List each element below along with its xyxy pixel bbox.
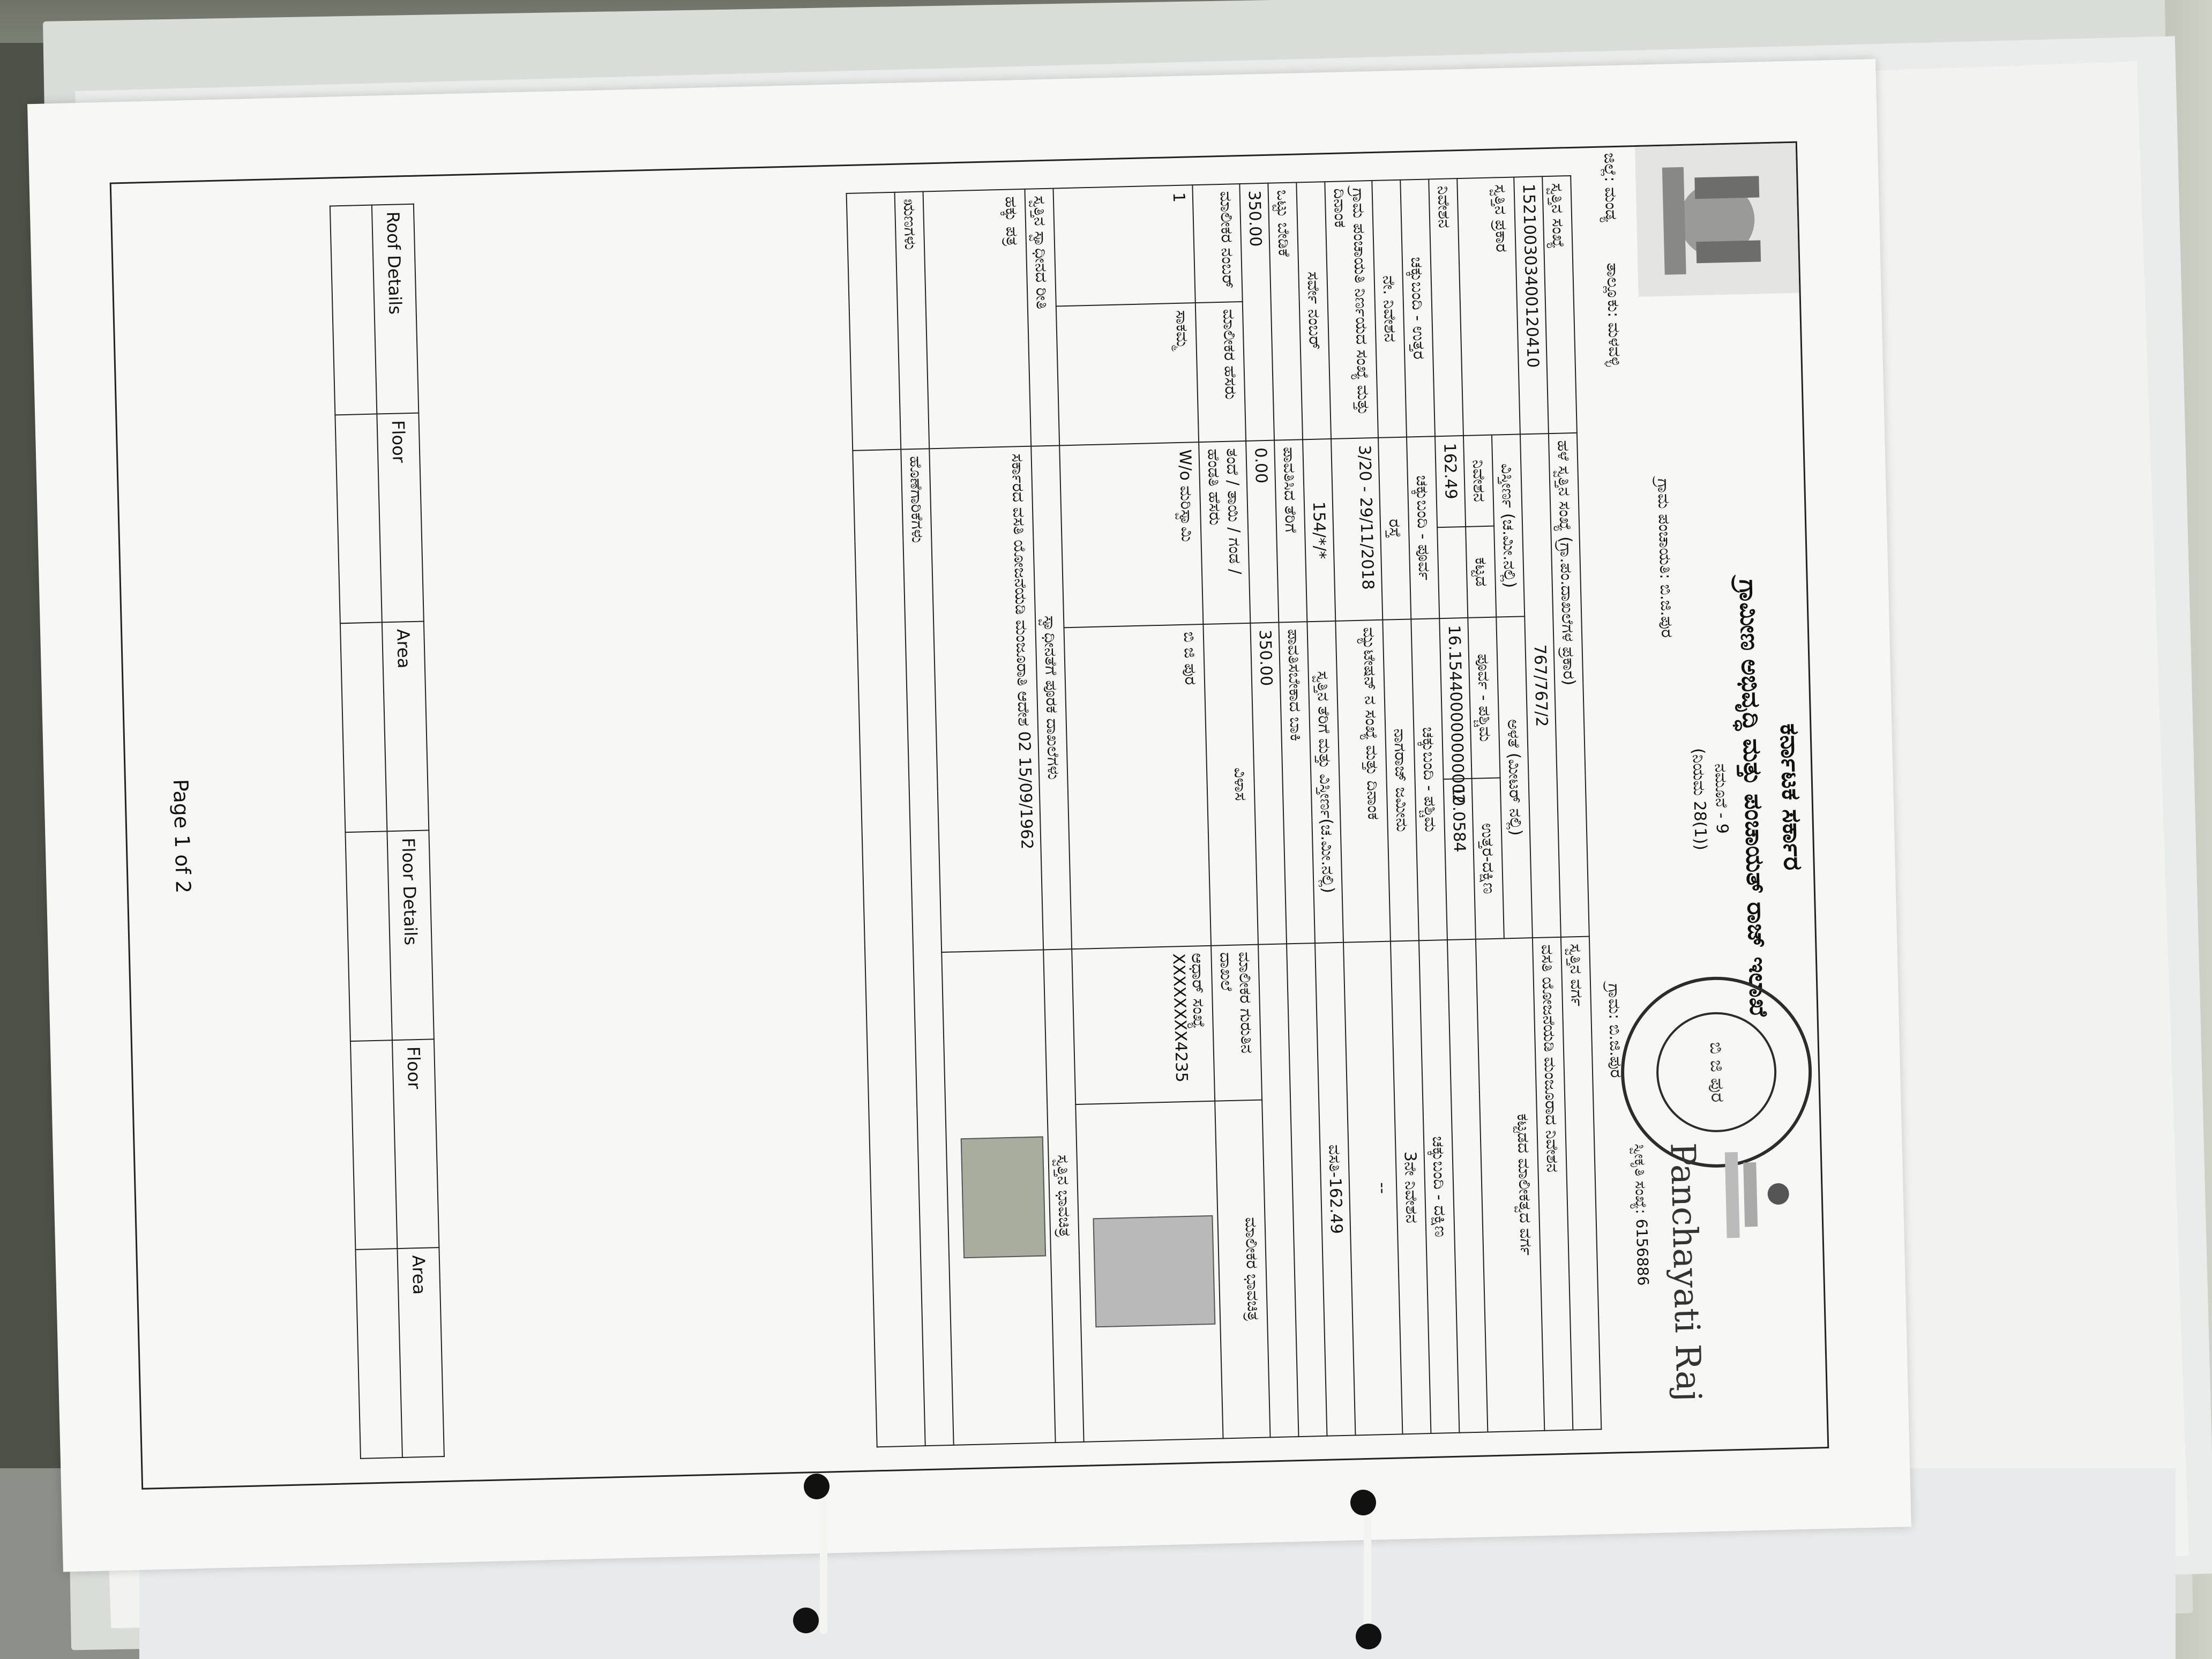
boundary-north-value: ನೇ. ನಿವೇಶನ [1372,180,1407,438]
property-no: 152100303400120410 [1514,176,1549,434]
property-category-label: ಸ್ವತ್ತಿನ ವರ್ಗ [1561,937,1601,1430]
owner-name: ಸಾಕಮ್ಮ [1056,303,1199,445]
address-label: ವಿಳಾಸ [1203,623,1258,946]
area-blank-2 [355,1249,402,1459]
binding-thread [820,1500,827,1634]
owner-address: ಬಿ ಜಿ ಪುರ [1064,624,1211,949]
area-header-2: Area [397,1247,444,1458]
acknowledgement-number: ಸ್ವೀಕೃತಿ ಸಂಖ್ಯೆ: 6156886 [1631,1143,1652,1286]
paid-tax-label: ಪಾವತಿಸಿದ ತೆರಿಗೆ [1274,439,1307,622]
gram-panchayat: ಗ್ರಾಮ ಪಂಚಾಯತಿ: ಬಿ.ಜಿ.ಪುರ [1654,478,1677,638]
right-deed-value: ಸರ್ಕಾರದ ವಸತಿ ಯೋಜನೆಯಡಿ ಮಂಜೂರಾತಿ ಆದೇಶ 02 15/09/1962 [929,446,1043,952]
owner-photo-cell [1075,1101,1223,1442]
due-label: ಪಾವತಿಸಬೇಕಾದ ಬಾಕಿ [1279,622,1315,944]
owner-photo-label: ಮಾಲೀಕರ ಭಾವಚಿತ್ರ [1215,1100,1270,1439]
rule-reference: (ನಿಯಮ 28(1)) [1688,748,1710,851]
property-no-label: ಸ್ವತ್ತಿನ ಸಂಖ್ಯೆ [1542,176,1577,434]
right-deed-label: ಹಕ್ಕು ಪತ್ರ [923,189,1032,449]
liabilities-label: ಋಣಗಳು [895,192,930,450]
east-west-label: ಪೂರ್ವ - ಪಶ್ಚಿಮ [1468,617,1500,779]
relation-name: W/o ಮರಿಸ್ವಾಮಿ [1059,442,1203,627]
punch-hole [793,1608,819,1633]
owner-photo [1093,1215,1215,1327]
floor-details-blank [345,831,392,1041]
floor-details-label: Floor Details [387,830,434,1040]
property-type-label: ಸ್ವತ್ತಿನ ಪ್ರಕಾರ [1457,177,1520,436]
boundary-east-label: ಚಕ್ಕುಬಂದಿ - ಪೂರ್ವ [1407,436,1439,619]
form-number: ನಮೂನೆ - 9 [1711,763,1732,834]
owner-name-label: ಮಾಲೀಕರ ಹೆಸರು [1195,302,1246,442]
property-photo [961,1137,1046,1259]
liabilities-value [847,192,901,451]
mutation-value: -- [1343,941,1402,1436]
total-demand: 350.00 [1239,183,1274,441]
survey-no-label: ಸರ್ವೇ ನಂಬರ್ [1296,182,1331,439]
gp-resolution: 3/20 - 29/11/2018 [1331,438,1382,621]
paid-tax: 0.00 [1246,440,1279,623]
boundary-west-value: ನಾಗರಾಜ್ ಜಮೀನು [1382,619,1419,941]
east-west-value: 16.154400000000002 [1439,618,1471,779]
village-name: ಗ್ರಾಮ: ಬಿ.ಜಿ.ಪುರ [1604,983,1626,1078]
north-south-value: 10.0584 [1444,779,1476,940]
area-label: ವಿಸ್ತೀರ್ಣ (ಚ.ಮೀ.ನಲ್ಲಿ) [1492,434,1525,617]
roof-details-label: Roof Details [372,204,419,414]
floor-header-2: Floor [392,1039,439,1249]
building-column-label: ಕಟ್ಟಡ [1466,526,1496,618]
header-right [1604,983,1817,1445]
acquisition-label: ಸ್ವತ್ತಿನ ಸ್ವಾಧೀನದ ರೀತಿ [1025,189,1059,446]
property-photo-cell [941,950,1055,1445]
id-document-label: ಮಾಲೀಕರ ಗುರುತಿನ ದಾಖಲೆ [1211,945,1262,1101]
floor-header: Floor [377,413,423,622]
punch-hole [1350,1490,1376,1515]
tax-area: ವಸತಿ-162.49 [1315,943,1355,1436]
dimension-label: ಅಳತೆ (ಮೀಟರ್ ನಲ್ಲಿ) [1496,616,1533,938]
boundary-south-value: 3ನೇ ನಿವೇಶನ [1391,940,1431,1434]
mutation-label: ಮ್ಯುಟೇಷನ್ ನ ಸಂಖ್ಯೆ ಮತ್ತು ದಿನಾಂಕ [1335,620,1391,943]
district-label: ಜಿಲ್ಲೆ: ಮಂಡ್ಯ [1600,152,1621,222]
document-frame [110,141,1829,1490]
tax-area-label: ಸ್ವತ್ತಿನ ತೆರಿಗೆ ಮತ್ತು ವಿಸ್ತೀರ್ಣ(ಚ.ಮೀ.ನಲ್ಲಿ) [1307,621,1343,943]
page-number: Page 1 of 2 [168,779,196,894]
boundary-east-value: ರಸ್ತೆ [1378,437,1411,620]
old-property-no-label: ಹಳೆ ಸ್ವತ್ತಿನ ಸಂಖ್ಯೆ (ಗ್ರಾ.ಪಂ.ದಾಖಲೆಗಳ ಪ್ರಕಾರ) [1549,433,1589,937]
property-details-table [846,175,1602,1447]
floor-blank [335,414,382,623]
due-amount: 350.00 [1250,623,1287,945]
roof-floor-table [330,204,445,1459]
encumbrances-label: ಹೊಣೆಗಾರಿಕೆಗಳು [901,449,953,1446]
department-title: ಗ್ರಾಮೀಣ ಅಭಿವೃದ್ಧಿ ಮತ್ತು ಪಂಚಾಯತ್ ರಾಜ್ ಇಲಾಖೆ [1733,579,1774,1017]
panchayati-raj-logo-icon [1713,1140,1812,1249]
roof-blank [330,205,377,415]
north-south-label: ಉತ್ತರ-ದಕ್ಷಿಣ [1472,778,1504,939]
punch-hole [1356,1624,1381,1649]
area-blank [340,623,387,832]
district-taluk [1600,153,1629,561]
property-photo-label: ಸ್ವತ್ತಿನ ಭಾವಚಿತ್ರ [1043,949,1083,1443]
site-column-label: ನಿವೇಶನ [1463,435,1494,527]
relation-label: ತಂದೆ / ತಾಯಿ / ಗಂಡ / ಹೆಂಡತಿ ಹೆಸರು [1199,441,1250,624]
punch-hole [804,1474,829,1499]
floor-blank-2 [350,1040,397,1250]
owner-no-label: ಮಾಲೀಕರ ನಂಬರ್ [1192,184,1242,303]
binding-thread [1364,1500,1371,1640]
government-title: ಕರ್ನಾಟಕ ಸರ್ಕಾರ [1774,723,1808,871]
owner-no: 1 [1053,185,1195,306]
area-header: Area [382,622,429,831]
building-area [1437,527,1468,618]
brand-name: Panchayati Raj [1662,1142,1709,1402]
document-page [27,59,1911,1572]
property-category: ವಸತಿ ಯೋಜನೆಯಡಿ ಮಂಜೂರಾದ ನಿವೇಶನ [1533,937,1573,1431]
owner-id: ಆಧಾರ್ ಸಂಖ್ಯೆ XXXXXXXX4235 [1072,946,1215,1104]
state-emblem-icon [1635,143,1799,297]
site-row-label: ನಿವೇಶನ [1429,178,1463,436]
building-ownership-label: ಕಟ್ಟಡದ ಮಾಲೀಕತ್ವದ ವರ್ಗ [1476,938,1544,1432]
total-demand-label: ಒಟ್ಟು ಬೇಡಿಕೆ [1268,182,1303,440]
acquisition-docs-label: ಸ್ವಾಧೀನತೆಗೆ ಪೂರಕ ದಾಖಲೆಗಳು [1031,445,1072,950]
site-area: 162.49 [1435,436,1466,527]
boundary-north-label: ಚಕ್ಕುಬಂದಿ - ಉತ್ತರ [1400,179,1435,437]
boundary-south-label: ಚಕ್ಕುಬಂದಿ - ದಕ್ಷಿಣ [1419,940,1459,1433]
svg-text:ಬಿ ಜಿ ಪುರ: ಬಿ ಜಿ ಪುರ [1705,1041,1729,1103]
survey-no: 154/*/* [1303,439,1335,622]
taluk-label: ತಾಲ್ಲೂಕು: ಮಳವಳ್ಳಿ [1603,263,1624,367]
gp-resolution-label: ಗ್ರಾಮ ಪಂಚಾಯತಿ ನಿರ್ಣಯದ ಸಂಖ್ಯೆ ಮತ್ತು ದಿನಾಂಕ [1325,181,1378,439]
boundary-west-label: ಚಕ್ಕುಬಂದಿ - ಪಶ್ಚಿಮ [1411,618,1447,940]
old-property-no: 767/767/2 [1520,434,1561,938]
